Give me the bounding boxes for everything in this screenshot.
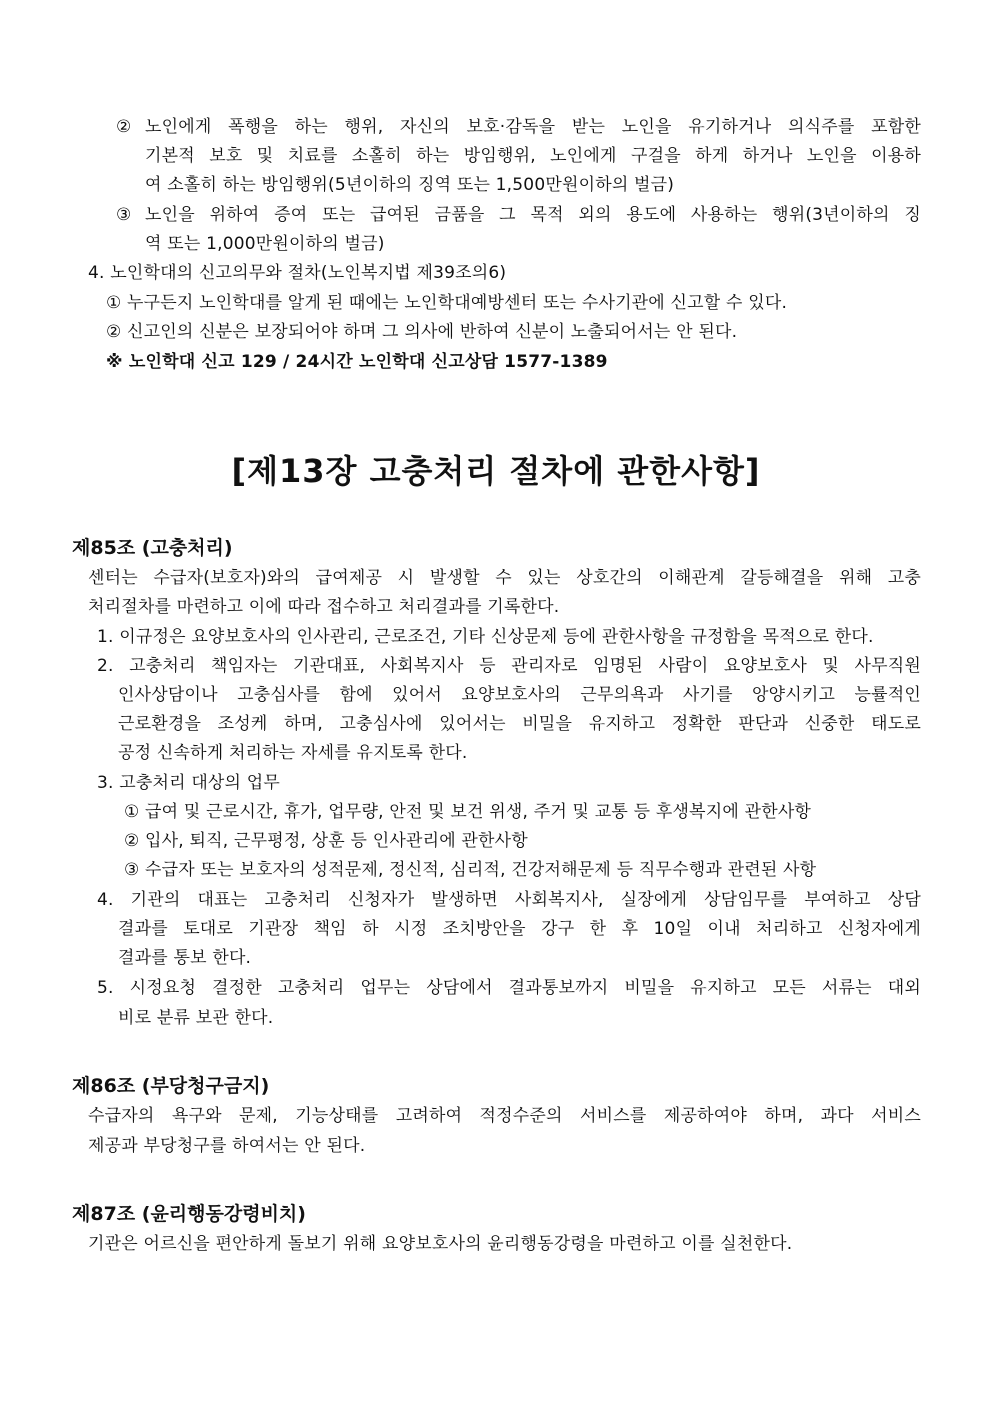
- text-line: 역 또는 1,000만원이하의 벌금): [145, 234, 385, 254]
- chapter-title: [제13장 고충처리 절차에 관한사항]: [231, 452, 761, 490]
- list-item: 2. 고충처리 책임자는 기관대표, 사회복지사 등 관리자로 임명된 사람이 요양보호사 및 사무직원: [97, 656, 921, 676]
- list-item: 3. 고충처리 대상의 업무: [97, 773, 281, 793]
- text-line: 노인에게 폭행을 하는 행위, 자신의 보호·감독을 받는 노인을 유기하거나 의식주를 포함한: [145, 117, 921, 137]
- article-title: 제87조 (윤리행동강령비치): [72, 1203, 306, 1225]
- list-item: ① 누구든지 노인학대를 알게 된 때에는 노인학대예방센터 또는 수사기관에 신고할 수 있다.: [106, 293, 788, 313]
- sub-item: ① 급여 및 근로시간, 휴가, 업무량, 안전 및 보건 위생, 주거 및 교통 등 후생복지에 관한사항: [124, 802, 812, 822]
- text-line: 제공과 부당청구를 하여서는 안 된다.: [88, 1136, 366, 1156]
- article-title: 제85조 (고충처리): [72, 537, 233, 559]
- section-heading: 4. 노인학대의 신고의무와 절차(노인복지법 제39조의6): [88, 263, 507, 283]
- text-line: 비로 분류 보관 한다.: [118, 1008, 274, 1028]
- text-line: 처리절차를 마련하고 이에 따라 접수하고 처리결과를 기록한다.: [88, 597, 560, 617]
- list-item: 4. 기관의 대표는 고충처리 신청자가 발생하면 사회복지사, 실장에게 상담임무를 부여하고 상담: [97, 890, 921, 910]
- text-line: 인사상담이나 고충심사를 함에 있어서 요양보호사의 근무의욕과 사기를 앙양시키고 능률적인: [118, 685, 921, 705]
- text-line: 결과를 토대로 기관장 책임 하 시정 조치방안을 강구 한 후 10일 이내 처리하고 신청자에게: [118, 919, 921, 939]
- text-line: 여 소홀히 하는 방임행위(5년이하의 징역 또는 1,500만원이하의 벌금): [145, 175, 675, 195]
- text-line: 공정 신속하게 처리하는 자세를 유지토록 한다.: [118, 743, 468, 763]
- article-title: 제86조 (부당청구금지): [72, 1075, 270, 1097]
- item-mark: ②: [116, 117, 132, 137]
- item-mark: ③: [116, 205, 132, 225]
- text-line: 센터는 수급자(보호자)와의 급여제공 시 발생할 수 있는 상호간의 이해관계 갈등해결을 위해 고충: [88, 568, 921, 588]
- text-line: 노인을 위하여 증여 또는 급여된 금품을 그 목적 외의 용도에 사용하는 행위(3년이하의 징: [145, 205, 921, 225]
- text-line: 기관은 어르신을 편안하게 돌보기 위해 요양보호사의 윤리행동강령을 마련하고 이를 실천한다.: [88, 1234, 793, 1254]
- hotline-note: ※ 노인학대 신고 129 / 24시간 노인학대 신고상담 1577-1389: [106, 352, 608, 372]
- text-line: 결과를 통보 한다.: [118, 948, 252, 968]
- text-line: 수급자의 욕구와 문제, 기능상태를 고려하여 적정수준의 서비스를 제공하여야 하며, 과다 서비스: [88, 1106, 921, 1126]
- sub-item: ② 입사, 퇴직, 근무평정, 상훈 등 인사관리에 관한사항: [124, 831, 528, 851]
- list-item: 1. 이규정은 요양보호사의 인사관리, 근로조건, 기타 신상문제 등에 관한사항을 규정함을 목적으로 한다.: [97, 627, 874, 647]
- list-item: ② 신고인의 신분은 보장되어야 하며 그 의사에 반하여 신분이 노출되어서는 안 된다.: [106, 322, 738, 342]
- list-item: 5. 시정요청 결정한 고충처리 업무는 상담에서 결과통보까지 비밀을 유지하고 모든 서류는 대외: [97, 978, 921, 998]
- sub-item: ③ 수급자 또는 보호자의 성적문제, 정신적, 심리적, 건강저해문제 등 직무수행과 관련된 사항: [124, 860, 817, 880]
- text-line: 기본적 보호 및 치료를 소홀히 하는 방임행위, 노인에게 구걸을 하게 하거나 노인을 이용하: [145, 146, 921, 166]
- text-line: 근로환경을 조성케 하며, 고충심사에 있어서는 비밀을 유지하고 정확한 판단과 신중한 태도로: [118, 714, 921, 734]
